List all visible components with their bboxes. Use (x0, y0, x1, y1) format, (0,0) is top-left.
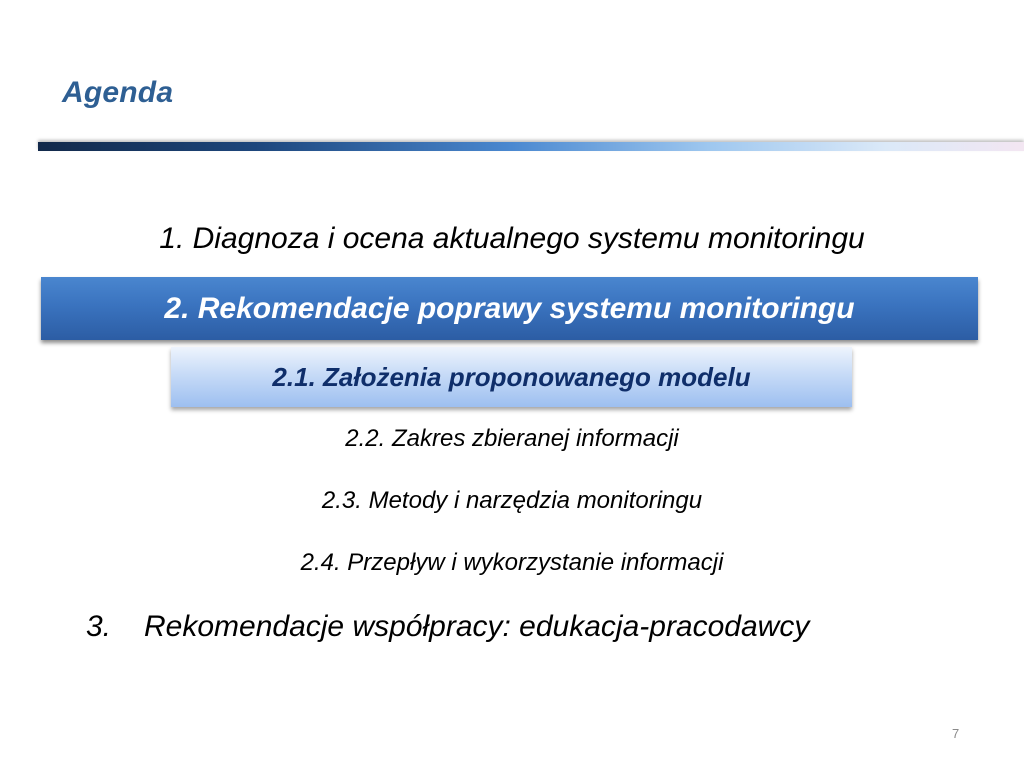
agenda-item-2-highlight (41, 277, 978, 340)
agenda-subitem-2-1: 2.1. Założenia proponowanego modelu (272, 361, 751, 392)
agenda-subitem-2-1-highlight (171, 347, 852, 407)
agenda-subitem-2-4: 2.4. Przepływ i wykorzystanie informacji (300, 549, 724, 576)
page-number: 7 (952, 726, 960, 741)
agenda-item-3-number: 3. (86, 610, 112, 643)
agenda-item-3-text: Rekomendacje współpracy: edukacja-pracodawcy (144, 610, 810, 643)
agenda-subitem-2-3: 2.3. Metody i narzędzia monitoringu (321, 487, 703, 514)
agenda-item-3 (86, 610, 809, 644)
agenda-subitem-2-2: 2.2. Zakres zbieranej informacji (345, 425, 679, 452)
agenda-item-2: 2. Rekomendacje poprawy systemu monitoringu (164, 291, 855, 325)
title-divider (38, 142, 1024, 151)
slide-title: Agenda (62, 76, 174, 109)
agenda-item-1: 1. Diagnoza i ocena aktualnego systemu monitoringu (159, 222, 865, 255)
